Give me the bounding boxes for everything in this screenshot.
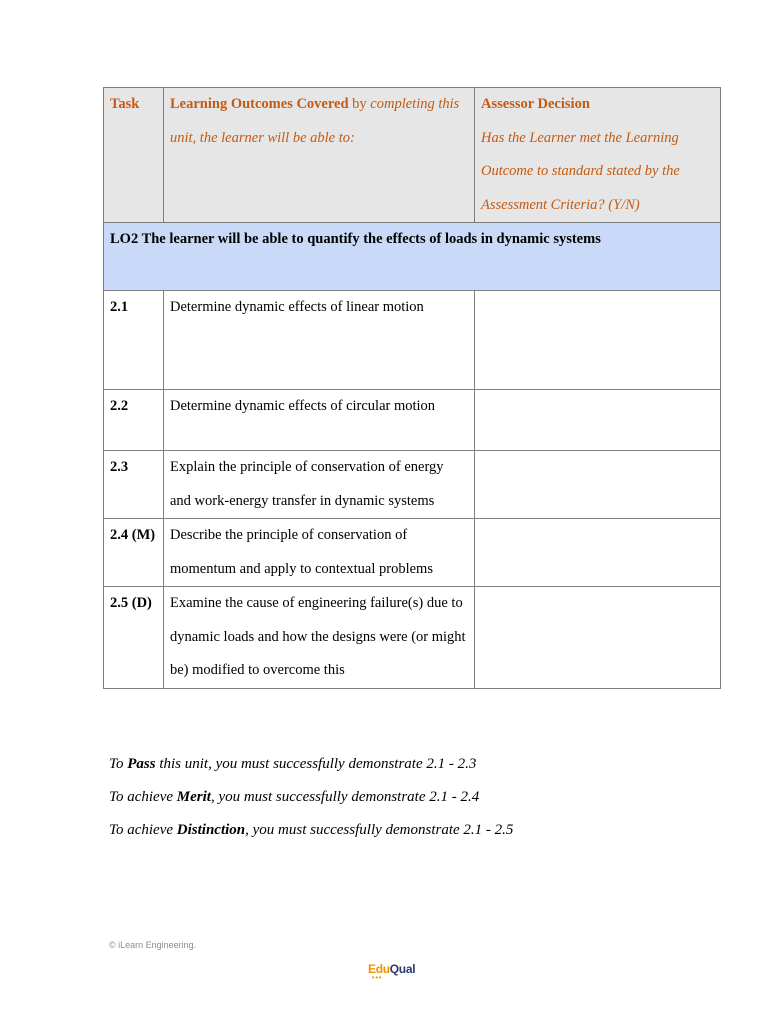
distinction-label: Distinction xyxy=(176,822,246,838)
criterion-number: 2.5 (D) xyxy=(104,587,164,689)
criterion-number: 2.2 xyxy=(104,390,164,451)
decision-cell[interactable] xyxy=(475,587,721,689)
criterion-text: Explain the principle of conservation of energy and work-energy transfer in dynamic systems xyxy=(164,451,475,519)
header-lo-bold: Learning Outcomes Covered xyxy=(170,96,349,112)
assessment-table xyxy=(103,87,721,689)
lo-banner-row xyxy=(104,223,721,291)
criterion-text: Determine dynamic effects of circular motion xyxy=(164,390,475,451)
criterion-text: Determine dynamic effects of linear motion xyxy=(164,291,475,390)
criterion-text: Describe the principle of conservation of momentum and apply to contextual problems xyxy=(164,519,475,587)
table-header-row xyxy=(104,88,721,223)
decision-cell[interactable] xyxy=(475,519,721,587)
decision-cell[interactable] xyxy=(475,390,721,451)
criterion-number: 2.1 xyxy=(104,291,164,390)
header-task: Task xyxy=(104,88,164,223)
pass-criteria: To Pass this unit, you must successfully demonstrate 2.1 - 2.3 xyxy=(109,756,477,772)
lo-banner: LO2 The learner will be able to quantify the effects of loads in dynamic systems xyxy=(104,223,721,291)
copyright-notice: © iLearn Engineering. xyxy=(109,940,197,950)
pass-label: Pass xyxy=(127,756,156,772)
table-row xyxy=(104,587,721,689)
header-lo-italic: completing this unit, the learner will be able to: xyxy=(170,96,460,146)
distinction-criteria: To achieve Distinction, you must successfully demonstrate 2.1 - 2.5 xyxy=(109,822,514,838)
criterion-number: 2.3 xyxy=(104,451,164,519)
table-row xyxy=(104,519,721,587)
header-assessor-title: Assessor Decision xyxy=(481,96,590,112)
merit-label: Merit xyxy=(176,789,211,805)
header-learning-outcomes xyxy=(164,88,475,223)
table-row xyxy=(104,291,721,390)
criterion-number: 2.4 (M) xyxy=(104,519,164,587)
table-row xyxy=(104,451,721,519)
eduqual-logo: EduQual ••• xyxy=(368,962,416,982)
header-assessor-decision xyxy=(475,88,721,223)
logo-dots: ••• xyxy=(372,975,383,982)
header-assessor-question: Has the Learner met the Learning Outcome to standard stated by the Assessment Criteria? (Y/N) xyxy=(481,129,680,213)
decision-cell[interactable] xyxy=(475,291,721,390)
decision-cell[interactable] xyxy=(475,451,721,519)
table-row xyxy=(104,390,721,451)
criterion-text: Examine the cause of engineering failure(s) due to dynamic loads and how the designs were (or might be) modified to overcome this xyxy=(164,587,475,689)
header-lo-by: by xyxy=(348,96,371,112)
merit-criteria: To achieve Merit, you must successfully demonstrate 2.1 - 2.4 xyxy=(109,789,480,805)
